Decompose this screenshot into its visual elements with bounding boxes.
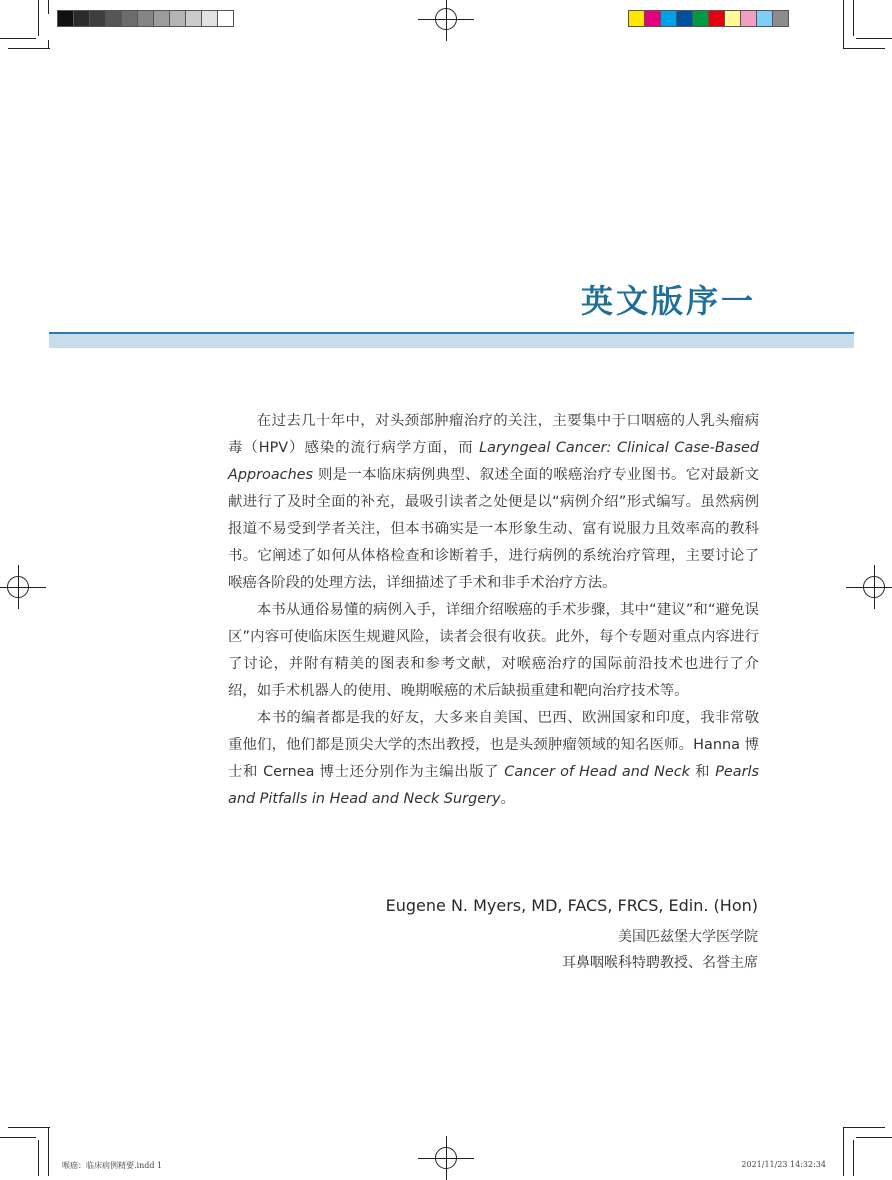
gray-swatch: [201, 10, 218, 27]
crop-mark-top-right-v: [853, 0, 854, 36]
paragraph-2: [228, 597, 759, 705]
color-swatch: [660, 10, 677, 27]
registration-target-top: [435, 8, 457, 30]
signature-name: Eugene N. Myers, MD, FACS, FRCS, Edin. (Hon): [385, 896, 758, 915]
color-swatch: [628, 10, 645, 27]
crop-mark-top-right-v2: [843, 0, 844, 48]
crop-mark-bottom-right-h2: [843, 1127, 885, 1128]
crop-mark-bottom-right-v: [853, 1140, 854, 1176]
crop-mark-top-right-h2: [843, 48, 885, 49]
crop-mark-bottom-right-h: [856, 1137, 892, 1138]
crop-mark-top-left-v3: [48, 40, 49, 48]
gray-swatch: [137, 10, 154, 27]
color-swatch: [708, 10, 725, 27]
crop-mark-bottom-left-h2: [8, 1127, 50, 1128]
gray-swatch: [73, 10, 90, 27]
crop-mark-top-left-v2: [48, 0, 49, 14]
text-run: 和: [689, 764, 716, 780]
crop-mark-bottom-left-v: [38, 1140, 39, 1176]
crop-mark-top-right-h: [856, 38, 892, 39]
gray-calibration-bar: [58, 10, 234, 27]
text-run: 。: [500, 791, 515, 807]
text-run: 本书从通俗易懂的病例入手，详细介绍喉癌的手术步骤，其中“建议”和“避免误区”内容可使临床医生规避风险，读者会很有收获。此外，每个专题对重点内容进行了讨论，并附有精美的图表和参考文献，对喉癌治疗的国际前沿技术也进行了介绍，如手术机器人的使用、晚期喉癌的术后缺损重建和靶向治疗技术等。: [228, 602, 759, 699]
signature-position: 耳鼻咽喉科特聘教授、名誉主席: [562, 955, 758, 971]
text-run: 在过去几十年中，对头颈部肿瘤治疗的关注，主要集中于口咽癌的人乳头瘤病毒（HPV）感染的流行病学方面，而: [228, 413, 759, 456]
crop-mark-bottom-right-v2: [843, 1127, 844, 1176]
crop-mark-top-left-h2: [8, 48, 50, 49]
registration-target-right: [863, 576, 885, 598]
footer-timestamp: 2021/11/23 14:32:34: [741, 1160, 826, 1169]
color-swatch: [740, 10, 757, 27]
color-swatch: [644, 10, 661, 27]
crop-mark-bottom-left-v2: [48, 1127, 49, 1176]
gray-swatch: [105, 10, 122, 27]
registration-target-bottom: [435, 1147, 457, 1169]
signature-affiliation: 美国匹兹堡大学医学院: [618, 929, 758, 945]
body-text: [228, 408, 759, 813]
crop-mark-top-left-v: [38, 0, 39, 36]
color-swatch: [772, 10, 789, 27]
text-run: 本书的编者都是我的好友，大多来自美国、巴西、欧洲国家和印度，我非常敬重他们，他们都是顶尖大学的杰出教授，也是头颈肿瘤领域的知名医师。Hanna 博士和 Cernea 博士还分别作为主编出版了: [228, 710, 759, 780]
gray-swatch: [57, 10, 74, 27]
color-swatch: [676, 10, 693, 27]
gray-swatch: [121, 10, 138, 27]
registration-target-left: [7, 576, 29, 598]
color-calibration-bar: [629, 10, 789, 27]
gray-swatch: [169, 10, 186, 27]
gray-swatch: [89, 10, 106, 27]
gray-swatch: [217, 10, 234, 27]
color-swatch: [724, 10, 741, 27]
color-swatch: [692, 10, 709, 27]
text-run: 则是一本临床病例典型、叙述全面的喉癌治疗专业图书。它对最新文献进行了及时全面的补充，最吸引读者之处便是以“病例介绍”形式编写。虽然病例报道不易受到学者关注，但本书确实是一本形象生动、富有说服力且效率高的教科书。它阐述了如何从体格检查和诊断着手，进行病例的系统治疗管理，主要讨论了喉癌各阶段的处理方法，详细描述了手术和非手术治疗方法。: [228, 467, 759, 591]
color-swatch: [756, 10, 773, 27]
crop-mark-top-left-h: [0, 38, 36, 39]
italic-book-title: Pearls and Pitfalls in Head and Neck Surgery: [228, 764, 760, 807]
paragraph-1: [228, 408, 759, 597]
gray-swatch: [153, 10, 170, 27]
italic-book-title: Cancer of Head and Neck: [504, 764, 690, 780]
page-title: 英文版序一: [580, 282, 756, 320]
footer-file-slug: 喉癌：临床病例精要.indd 1: [62, 1161, 163, 1170]
italic-book-title: Laryngeal Cancer: Clinical Case-Based Approaches: [228, 440, 759, 483]
gray-swatch: [185, 10, 202, 27]
paragraph-3: [228, 705, 759, 813]
title-rule-band: [49, 334, 854, 348]
crop-mark-bottom-left-h: [0, 1137, 36, 1138]
